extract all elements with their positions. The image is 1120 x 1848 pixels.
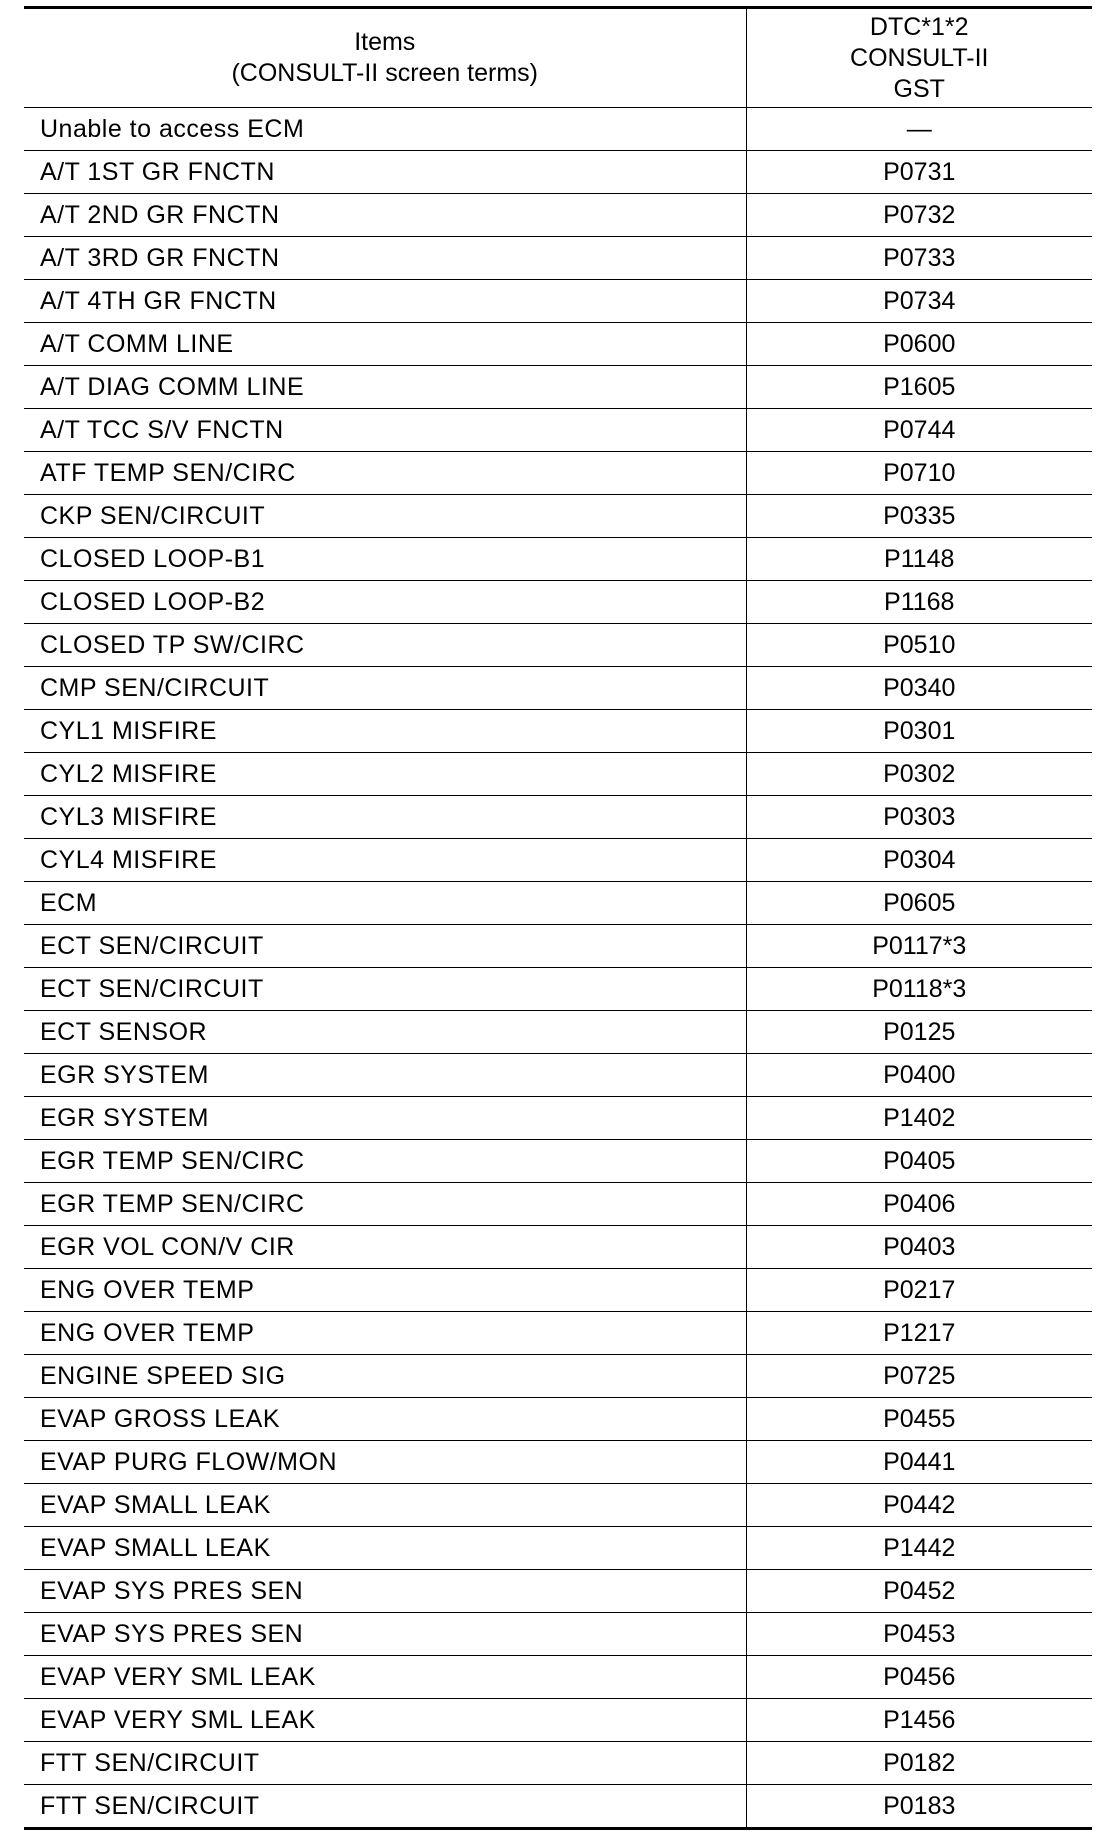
dtc-code-cell: P1148 [746,538,1092,581]
item-cell: A/T TCC S/V FNCTN [24,409,746,452]
dtc-code-cell: P1168 [746,581,1092,624]
table-row [24,194,1092,237]
dtc-code-cell: P0452 [746,1570,1092,1613]
item-cell: EGR TEMP SEN/CIRC [24,1140,746,1183]
dtc-code-cell: P0335 [746,495,1092,538]
dtc-code-cell: P0117*3 [746,925,1092,968]
item-cell: EVAP SYS PRES SEN [24,1570,746,1613]
dtc-table [24,6,1092,1830]
items-header-subtitle: (CONSULT-II screen terms) [231,59,539,87]
item-cell: ENG OVER TEMP [24,1312,746,1355]
dtc-code-cell: P0453 [746,1613,1092,1656]
item-cell: CLOSED TP SW/CIRC [24,624,746,667]
dtc-code-cell: P0442 [746,1484,1092,1527]
dtc-code-cell: P0301 [746,710,1092,753]
dtc-code-cell: P1456 [746,1699,1092,1742]
table-row [24,882,1092,925]
dtc-code-cell: P1605 [746,366,1092,409]
item-cell: A/T 2ND GR FNCTN [24,194,746,237]
dtc-code-cell: P0456 [746,1656,1092,1699]
dtc-code-cell: P0303 [746,796,1092,839]
item-cell: EVAP VERY SML LEAK [24,1656,746,1699]
table-row [24,1484,1092,1527]
table-row [24,1527,1092,1570]
item-cell: A/T 4TH GR FNCTN [24,280,746,323]
dtc-code-cell: P0441 [746,1441,1092,1484]
dtc-code-cell: P0304 [746,839,1092,882]
table-row [24,1398,1092,1441]
table-row [24,237,1092,280]
item-cell: EVAP SMALL LEAK [24,1527,746,1570]
table-row [24,968,1092,1011]
dtc-header-line3: GST [893,74,945,103]
item-cell: CMP SEN/CIRCUIT [24,667,746,710]
table-row [24,151,1092,194]
item-cell: EVAP SMALL LEAK [24,1484,746,1527]
table-row [24,1570,1092,1613]
table-header [24,8,1092,108]
item-cell: EGR SYSTEM [24,1054,746,1097]
dtc-column-header [746,8,1092,108]
dtc-code-cell: — [746,108,1092,151]
table-row [24,624,1092,667]
dtc-code-cell: P0118*3 [746,968,1092,1011]
table-row [24,1226,1092,1269]
item-cell: CYL4 MISFIRE [24,839,746,882]
table-row [24,452,1092,495]
table-row [24,1140,1092,1183]
dtc-code-cell: P0734 [746,280,1092,323]
item-cell: ECT SENSOR [24,1011,746,1054]
item-cell: ECT SEN/CIRCUIT [24,968,746,1011]
item-cell: ATF TEMP SEN/CIRC [24,452,746,495]
table-row [24,409,1092,452]
item-cell: EGR TEMP SEN/CIRC [24,1183,746,1226]
dtc-code-cell: P0406 [746,1183,1092,1226]
item-cell: EGR SYSTEM [24,1097,746,1140]
dtc-code-cell: P0733 [746,237,1092,280]
dtc-code-cell: P0732 [746,194,1092,237]
table-row [24,323,1092,366]
item-cell: ECM [24,882,746,925]
table-row [24,280,1092,323]
dtc-code-cell: P0400 [746,1054,1092,1097]
table-row [24,1742,1092,1785]
item-cell: EVAP GROSS LEAK [24,1398,746,1441]
item-cell: A/T 3RD GR FNCTN [24,237,746,280]
item-cell: CYL3 MISFIRE [24,796,746,839]
dtc-code-cell: P0710 [746,452,1092,495]
table-row [24,1613,1092,1656]
item-cell: EVAP SYS PRES SEN [24,1613,746,1656]
dtc-code-cell: P1402 [746,1097,1092,1140]
item-cell: ENGINE SPEED SIG [24,1355,746,1398]
dtc-code-cell: P0340 [746,667,1092,710]
dtc-code-cell: P0510 [746,624,1092,667]
table-row [24,1355,1092,1398]
item-cell: A/T DIAG COMM LINE [24,366,746,409]
table-row [24,667,1092,710]
dtc-code-cell: P0302 [746,753,1092,796]
item-cell: A/T COMM LINE [24,323,746,366]
dtc-code-cell: P0217 [746,1269,1092,1312]
item-cell: CLOSED LOOP-B2 [24,581,746,624]
table-row [24,710,1092,753]
item-cell: CYL1 MISFIRE [24,710,746,753]
dtc-code-cell: P0403 [746,1226,1092,1269]
table-row [24,495,1092,538]
dtc-code-cell: P0605 [746,882,1092,925]
dtc-code-cell: P1442 [746,1527,1092,1570]
table-row [24,108,1092,151]
table-row [24,1269,1092,1312]
item-cell: CYL2 MISFIRE [24,753,746,796]
item-cell: FTT SEN/CIRCUIT [24,1785,746,1829]
table-row [24,1097,1092,1140]
items-column-header [24,8,746,108]
dtc-code-cell: P0455 [746,1398,1092,1441]
table-row [24,1011,1092,1054]
table-row [24,753,1092,796]
table-row [24,1656,1092,1699]
item-cell: CKP SEN/CIRCUIT [24,495,746,538]
item-cell: CLOSED LOOP-B1 [24,538,746,581]
item-cell: ECT SEN/CIRCUIT [24,925,746,968]
dtc-code-cell: P1217 [746,1312,1092,1355]
table-row [24,839,1092,882]
table-row [24,538,1092,581]
item-cell: ENG OVER TEMP [24,1269,746,1312]
dtc-code-cell: P0731 [746,151,1092,194]
dtc-code-cell: P0405 [746,1140,1092,1183]
item-cell: A/T 1ST GR FNCTN [24,151,746,194]
item-cell: EVAP VERY SML LEAK [24,1699,746,1742]
items-header-title: Items [354,28,416,56]
table-row [24,1441,1092,1484]
table-row [24,1312,1092,1355]
item-cell: EVAP PURG FLOW/MON [24,1441,746,1484]
dtc-header-line2: CONSULT-II [850,43,989,72]
dtc-code-cell: P0183 [746,1785,1092,1829]
table-row [24,1054,1092,1097]
dtc-code-cell: P0725 [746,1355,1092,1398]
table-row [24,925,1092,968]
table-row [24,796,1092,839]
table-row [24,1699,1092,1742]
item-cell: FTT SEN/CIRCUIT [24,1742,746,1785]
table-row [24,366,1092,409]
header-row [24,8,1092,108]
table-row [24,581,1092,624]
dtc-code-cell: P0182 [746,1742,1092,1785]
dtc-code-cell: P0744 [746,409,1092,452]
dtc-code-cell: P0600 [746,323,1092,366]
dtc-code-cell: P0125 [746,1011,1092,1054]
table-row [24,1785,1092,1829]
table-row [24,1183,1092,1226]
table-body [24,108,1092,1829]
item-cell: EGR VOL CON/V CIR [24,1226,746,1269]
item-cell: Unable to access ECM [24,108,746,151]
dtc-header-line1: DTC*1*2 [869,12,969,41]
